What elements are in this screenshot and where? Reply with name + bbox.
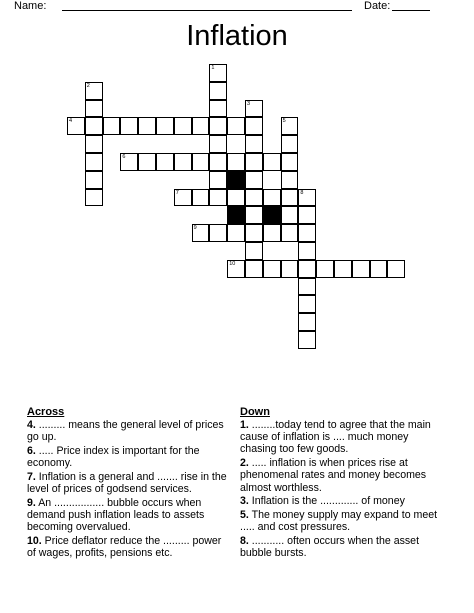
crossword-cell[interactable] xyxy=(298,331,316,349)
crossword-cell[interactable] xyxy=(227,189,245,207)
crossword-cell[interactable] xyxy=(103,117,121,135)
crossword-cell[interactable] xyxy=(281,224,299,242)
crossword-cell[interactable] xyxy=(209,82,227,100)
crossword-cell[interactable] xyxy=(298,313,316,331)
across-clue-10: 10. Price deflator reduce the ......... power of wages, profits, pensions etc. xyxy=(27,534,222,560)
down-clues xyxy=(240,406,440,561)
crossword-cell[interactable] xyxy=(174,117,192,135)
clue-number: 5 xyxy=(282,118,286,125)
clue-number: 2 xyxy=(86,82,90,89)
across-clue-4: 4. ......... means the general level of prices go up. xyxy=(27,419,224,444)
date-label: Date: xyxy=(364,0,391,12)
crossword-cell[interactable] xyxy=(387,260,405,278)
down-clue-3: 3. Inflation is the ............. of money xyxy=(240,495,405,508)
crossword-cell[interactable] xyxy=(209,171,227,189)
crossword-cell[interactable] xyxy=(227,260,245,278)
crossword-cell[interactable] xyxy=(192,153,210,171)
black-square xyxy=(227,171,245,189)
crossword-cell[interactable] xyxy=(263,189,281,207)
crossword-cell[interactable] xyxy=(245,117,263,135)
crossword-cell[interactable] xyxy=(245,260,263,278)
black-square xyxy=(263,206,281,224)
crossword-cell[interactable] xyxy=(209,224,227,242)
crossword-cell[interactable] xyxy=(370,260,388,278)
down-clue-1: 1. ........today tend to agree that the main cause of inflation is .... much money chasing too few goods. xyxy=(240,419,431,456)
clue-number: 8 xyxy=(300,189,304,196)
crossword-cell[interactable] xyxy=(85,135,103,153)
crossword-cell[interactable] xyxy=(281,117,299,135)
crossword-cell[interactable] xyxy=(209,100,227,118)
down-clue-8: 8. ........... often occurs when the asset bubble bursts. xyxy=(240,534,420,560)
crossword-cell[interactable] xyxy=(263,260,281,278)
down-heading: Down xyxy=(240,406,270,418)
across-heading: Across xyxy=(27,406,65,418)
crossword-cell[interactable] xyxy=(156,153,174,171)
black-square xyxy=(227,206,245,224)
crossword-cell[interactable] xyxy=(281,171,299,189)
crossword-cell[interactable] xyxy=(298,224,316,242)
crossword-cell[interactable] xyxy=(85,100,103,118)
clue-number: 3 xyxy=(247,100,251,107)
crossword-cell[interactable] xyxy=(281,206,299,224)
crossword-cell[interactable] xyxy=(245,242,263,260)
crossword-cell[interactable] xyxy=(298,260,316,278)
crossword-cell[interactable] xyxy=(352,260,370,278)
crossword-cell[interactable] xyxy=(227,153,245,171)
crossword-cell[interactable] xyxy=(85,117,103,135)
crossword-cell[interactable] xyxy=(316,260,334,278)
name-label: Name: xyxy=(14,0,47,12)
clue-number: 4 xyxy=(69,118,73,125)
crossword-cell[interactable] xyxy=(245,171,263,189)
crossword-cell[interactable] xyxy=(209,135,227,153)
crossword-cell[interactable] xyxy=(298,189,316,207)
crossword-cell[interactable] xyxy=(281,153,299,171)
crossword-cell[interactable] xyxy=(192,189,210,207)
clue-number: 9 xyxy=(193,225,197,232)
crossword-cell[interactable] xyxy=(120,117,138,135)
crossword-cell[interactable] xyxy=(245,189,263,207)
crossword-cell[interactable] xyxy=(85,189,103,207)
crossword-cell[interactable] xyxy=(298,295,316,313)
crossword-cell[interactable] xyxy=(245,100,263,118)
across-clue-6: 6. ..... Price index is important for the economy. xyxy=(27,444,200,470)
crossword-cell[interactable] xyxy=(245,206,263,224)
crossword-cell[interactable] xyxy=(263,153,281,171)
crossword-cell[interactable] xyxy=(209,153,227,171)
crossword-cell[interactable] xyxy=(192,117,210,135)
clue-number: 10 xyxy=(229,260,236,267)
crossword-cell[interactable] xyxy=(263,224,281,242)
crossword-cell[interactable] xyxy=(281,189,299,207)
crossword-cell[interactable] xyxy=(138,153,156,171)
crossword-cell[interactable] xyxy=(120,153,138,171)
puzzle-title: Inflation xyxy=(186,20,288,52)
crossword-cell[interactable] xyxy=(209,64,227,82)
crossword-cell[interactable] xyxy=(209,117,227,135)
clue-number: 6 xyxy=(122,154,126,160)
crossword-cell[interactable] xyxy=(245,135,263,153)
crossword-cell[interactable] xyxy=(85,82,103,100)
crossword-cell[interactable] xyxy=(156,117,174,135)
crossword-cell[interactable] xyxy=(174,153,192,171)
clue-number: 7 xyxy=(175,189,179,196)
crossword-cell[interactable] xyxy=(227,117,245,135)
crossword-cell[interactable] xyxy=(245,153,263,171)
across-clue-7: 7. Inflation is a general and ....... rise in the level of prices of godsend services. xyxy=(27,470,227,496)
crossword-cell[interactable] xyxy=(298,206,316,224)
crossword-cell[interactable] xyxy=(281,260,299,278)
crossword-cell[interactable] xyxy=(334,260,352,278)
down-clue-2: 2. ..... inflation is when prices rise at phenomenal rates and money becomes almost worthless. xyxy=(240,457,427,494)
crossword-cell[interactable] xyxy=(67,117,85,135)
crossword-cell[interactable] xyxy=(298,242,316,260)
crossword-cell[interactable] xyxy=(281,135,299,153)
crossword-cell[interactable] xyxy=(245,224,263,242)
clue-number: 1 xyxy=(211,65,215,71)
crossword-cell[interactable] xyxy=(138,117,156,135)
crossword-cell[interactable] xyxy=(174,189,192,207)
crossword-cell[interactable] xyxy=(85,153,103,171)
crossword-cell[interactable] xyxy=(298,278,316,296)
crossword-cell[interactable] xyxy=(192,224,210,242)
crossword-cell[interactable] xyxy=(209,189,227,207)
crossword-cell[interactable] xyxy=(227,224,245,242)
down-clue-5: 5. The money supply may expand to meet ..... and cost pressures. xyxy=(240,508,438,534)
across-clue-9: 9. An ................. bubble occurs when demand push inflation leads to assets becoming overvalued. xyxy=(27,496,205,534)
across-clues xyxy=(27,406,227,561)
crossword-cell[interactable] xyxy=(85,171,103,189)
